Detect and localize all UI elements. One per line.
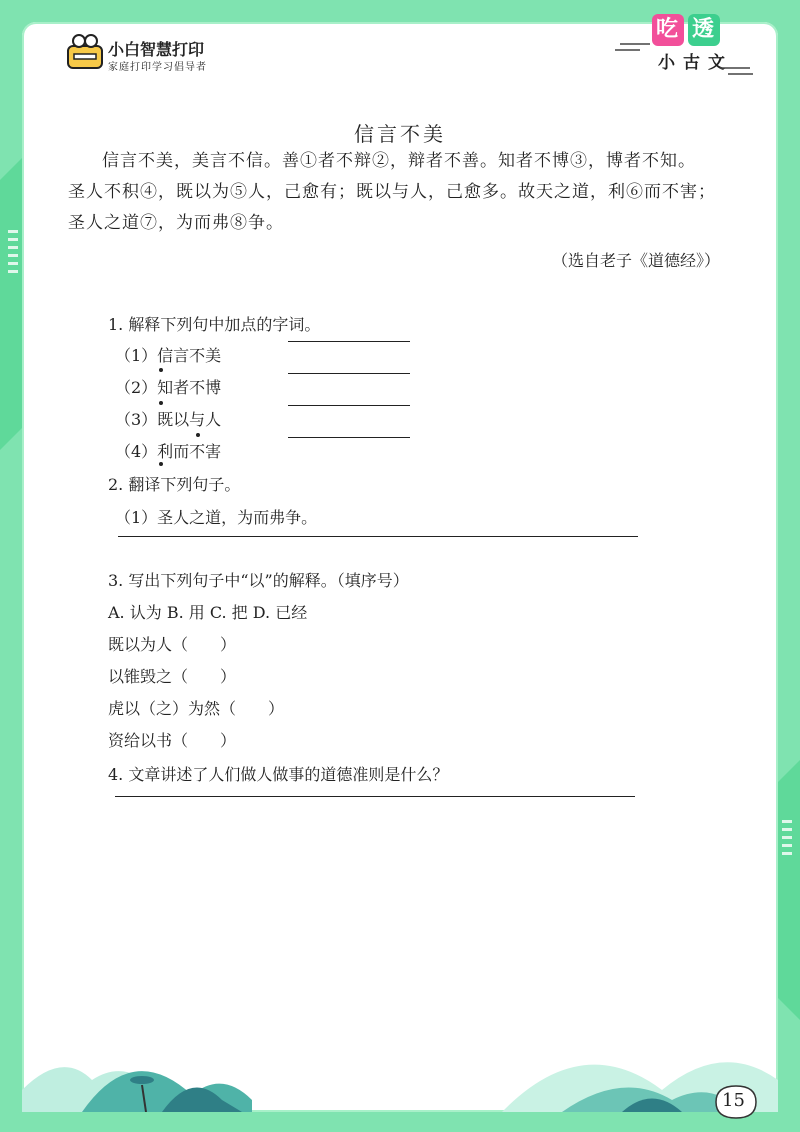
series-word-1: 吃: [656, 17, 679, 42]
q2-answer-line[interactable]: [118, 536, 638, 537]
q1-item-3: （3）既以与人: [115, 410, 222, 429]
question-4: 4. 文章讲述了人们做人做事的道德准则是什么？: [108, 765, 449, 784]
emphasis-dot: [159, 462, 163, 466]
series-word-2: 透: [692, 17, 715, 42]
q1-item-1: （1）信言不美: [115, 346, 222, 365]
brand-slogan: 家庭打印学习倡导者: [108, 62, 207, 73]
q3-item-2: 以锥毁之（ ）: [108, 667, 237, 686]
q3-item-3: 虎以（之）为然（ ）: [108, 699, 285, 718]
q3-options: A. 认为 B. 用 C. 把 D. 已经: [108, 603, 308, 622]
article-title: 信言不美: [354, 122, 446, 146]
emphasis-dot: [159, 368, 163, 372]
article-paragraph-2: 圣人不积④，既以为⑤人，己愈有；既以与人，己愈多。故天之道，利⑥而不害；: [68, 182, 716, 202]
question-1: 1. 解释下列句中加点的字词。: [108, 315, 321, 334]
brand-name: 小白智慧打印: [108, 40, 205, 59]
page-number: 15: [722, 1090, 745, 1111]
q4-answer-line[interactable]: [115, 796, 635, 797]
article-source: （选自老子《道德经》）: [551, 251, 720, 270]
article-paragraph-3: 圣人之道⑦，为而弗⑧争。: [68, 213, 284, 233]
q3-item-1: 既以为人（ ）: [108, 635, 237, 654]
q1-answer-line-1[interactable]: [288, 341, 410, 342]
series-title: 小古文: [658, 53, 733, 73]
q1-answer-line-3[interactable]: [288, 405, 410, 406]
q1-answer-line-4[interactable]: [288, 437, 410, 438]
emphasis-dot: [196, 433, 200, 437]
question-3: 3. 写出下列句子中“以”的解释。（填序号）: [108, 571, 409, 590]
q3-item-4: 资给以书（ ）: [108, 731, 237, 750]
mountain-scenery: [22, 1000, 778, 1112]
q1-item-2: （2）知者不博: [115, 378, 222, 397]
q1-answer-line-2[interactable]: [288, 373, 410, 374]
q2-item-1: （1）圣人之道，为而弗争。: [115, 508, 318, 527]
cloud-swirl-icon: [610, 36, 760, 76]
emphasis-dot: [159, 401, 163, 405]
article-paragraph-1: 信言不美，美言不信。善①者不辩②，辩者不善。知者不博③，博者不知。: [102, 151, 696, 171]
printer-logo-icon: [66, 32, 106, 72]
q1-item-4: （4）利而不害: [115, 442, 222, 461]
question-2: 2. 翻译下列句子。: [108, 475, 241, 494]
